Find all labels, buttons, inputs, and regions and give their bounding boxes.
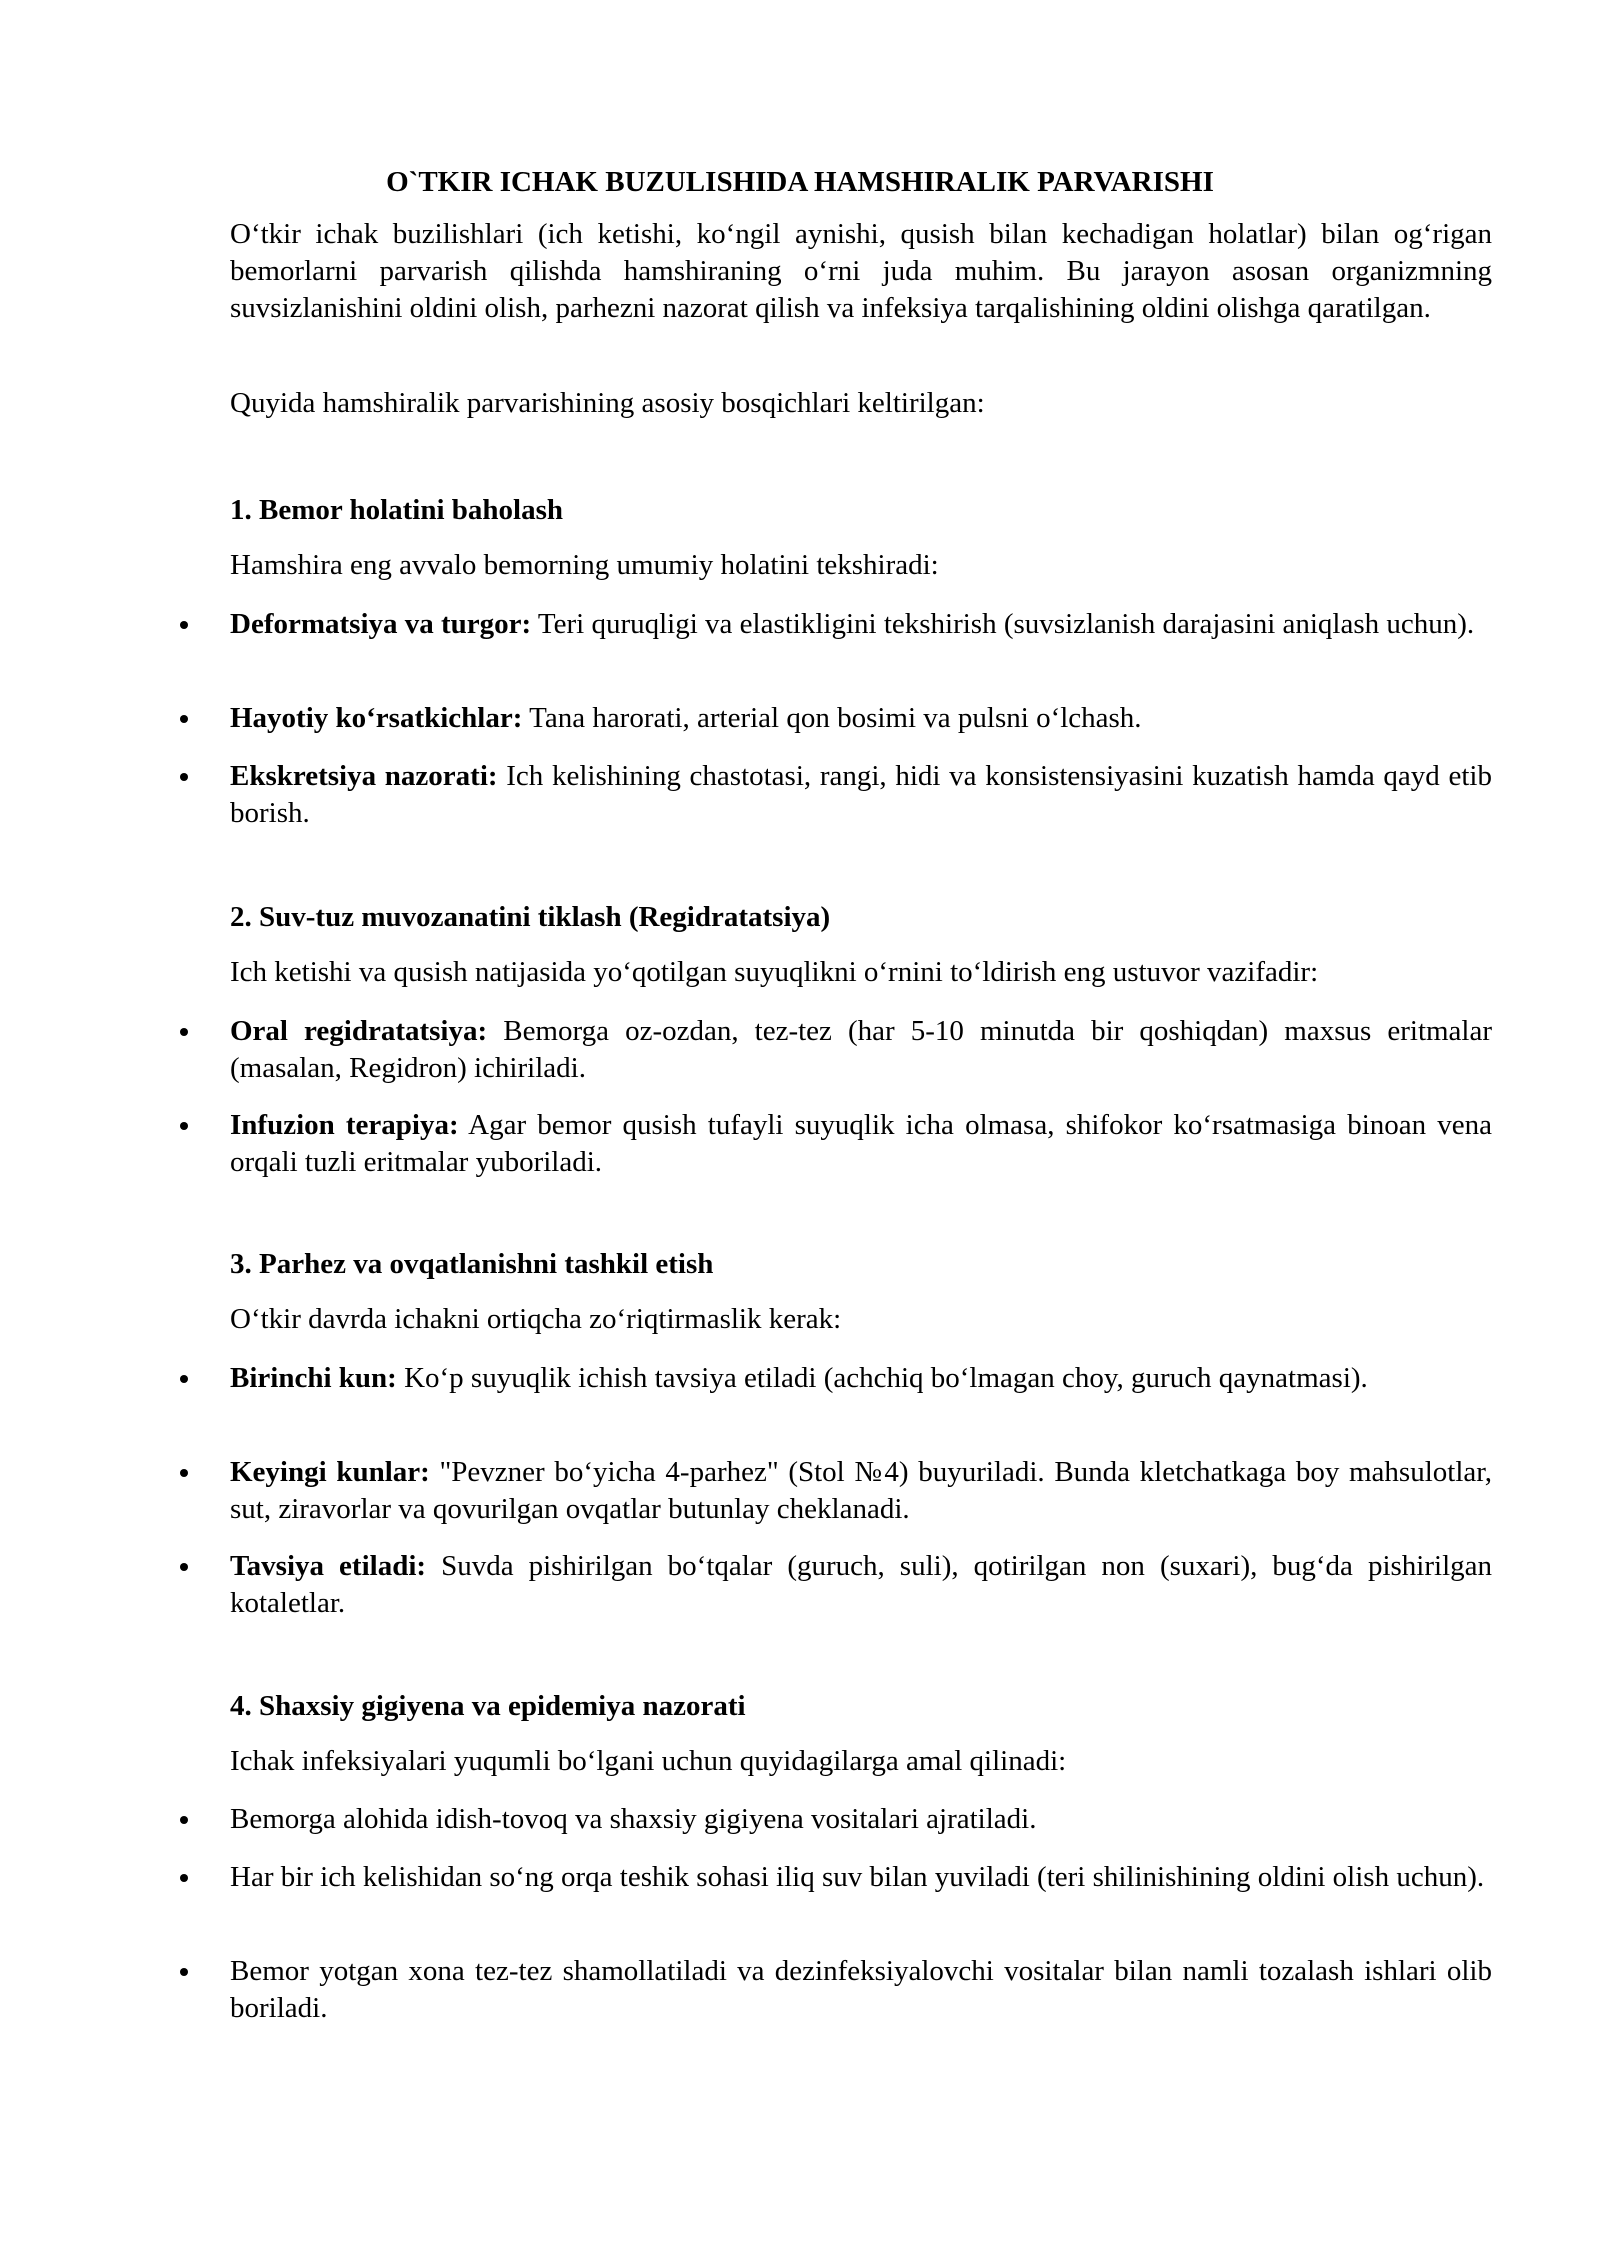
section-4-heading: 4. Shaxsiy gigiyena va epidemiya nazorati [230,1690,746,1722]
bullet-icon [172,1360,196,1397]
bullet-icon [172,606,196,643]
list-item-text: Suvda pishirilgan bo‘tqalar (guruch, suli), qotirilgan non (suxari), bug‘da pishirilgan kotaletlar. [230,1550,1492,1619]
section-4-intro: Ichak infeksiyalari yuqumli bo‘lgani uchun quyidagilarga amal qilinadi: [230,1745,1067,1777]
list-item [230,1360,1492,1397]
section-1-heading: 1. Bemor holatini baholash [230,494,564,526]
bullet-icon [172,1548,196,1585]
bullet-icon [172,1859,196,1896]
list-item-term: Tavsiya etiladi: [230,1550,427,1582]
list-item-text: Ich kelishining chastotasi, rangi, hidi va konsistensiyasini kuzatish hamda qayd etib borish. [230,760,1492,829]
list-item [230,758,1492,832]
list-item [230,1953,1492,2027]
list-item [230,1548,1492,1622]
list-item [230,1859,1492,1896]
section-2-heading: 2. Suv-tuz muvozanatini tiklash (Regidratatsiya) [230,901,831,933]
list-item-text: Teri quruqligi va elastikligini tekshirish (suvsizlanish darajasini aniqlash uchun). [531,608,1475,640]
bullet-icon [172,1953,196,1990]
list-item-term: Infuzion terapiya: [230,1109,459,1141]
list-item-term: Hayotiy ko‘rsatkichlar: [230,702,523,734]
list-item-text: Bemorga oz-ozdan, tez-tez (har 5-10 minutda bir qoshiqdan) maxsus eritmalar (masalan, Regidron) ichiriladi. [230,1015,1493,1084]
list-item-text: Bemorga alohida idish-tovoq va shaxsiy gigiyena vositalari ajratiladi. [230,1803,1037,1835]
lead-paragraph: Quyida hamshiralik parvarishining asosiy bosqichlari keltirilgan: [230,387,985,419]
section-1-intro: Hamshira eng avvalo bemorning umumiy holatini tekshiradi: [230,549,939,581]
section-3-intro: O‘tkir davrda ichakni ortiqcha zo‘riqtirmaslik kerak: [230,1303,842,1335]
list-item [230,1801,1492,1838]
bullet-icon [172,758,196,795]
bullet-icon [172,1107,196,1144]
list-item-text: Ko‘p suyuqlik ichish tavsiya etiladi (achchiq bo‘lmagan choy, guruch qaynatmasi). [396,1362,1368,1394]
bullet-icon [172,1013,196,1050]
list-item-term: Keyingi kunlar: [230,1456,430,1488]
list-item-term: Birinchi kun: [230,1362,397,1394]
list-item [230,1107,1492,1181]
list-item-term: Ekskretsiya nazorati: [230,760,498,792]
intro-paragraph: O‘tkir ichak buzilishlari (ich ketishi, ko‘ngil aynishi, qusish bilan kechadigan holatlar) bilan og‘rigan bemorlarni parvarish qilishda hamshiraning o‘rni juda muhim. Bu jarayon asosan organizmning suvsizlanishini oldini olish, parhezni nazorat qilish va infeksiya tarqalishining oldini olishga qaratilgan. [230,218,1492,324]
section-3-heading: 3. Parhez va ovqatlanishni tashkil etish [230,1248,714,1280]
list-item-term: Oral regidratatsiya: [230,1015,488,1047]
list-item-text: Har bir ich kelishidan so‘ng orqa teshik sohasi iliq suv bilan yuviladi (teri shilinishining oldini olish uchun). [230,1861,1485,1893]
section-2-intro: Ich ketishi va qusish natijasida yo‘qotilgan suyuqlikni o‘rnini to‘ldirish eng ustuvor vazifadir: [230,956,1319,988]
list-item-term: Deformatsiya va turgor: [230,608,532,640]
bullet-icon [172,1801,196,1838]
list-item-text: "Pevzner bo‘yicha 4-parhez" (Stol №4) buyuriladi. Bunda kletchatkaga boy mahsulotlar, sut, ziravorlar va qovurilgan ovqatlar butunlay cheklanadi. [230,1456,1492,1525]
list-item [230,606,1492,643]
list-item [230,700,1492,737]
bullet-icon [172,700,196,737]
list-item-text: Agar bemor qusish tufayli suyuqlik icha olmasa, shifokor ko‘rsatmasiga binoan vena orqali tuzli eritmalar yuboriladi. [230,1109,1492,1178]
list-item-text: Tana harorati, arterial qon bosimi va pulsni o‘lchash. [522,702,1142,734]
list-item-text: Bemor yotgan xona tez-tez shamollatiladi va dezinfeksiyalovchi vositalar bilan namli tozalash ishlari olib boriladi. [230,1955,1492,2024]
list-item [230,1013,1492,1087]
document-title: O`TKIR ICHAK BUZULISHIDA HAMSHIRALIK PARVARISHI [386,166,1214,198]
bullet-icon [172,1454,196,1491]
list-item [230,1454,1492,1528]
